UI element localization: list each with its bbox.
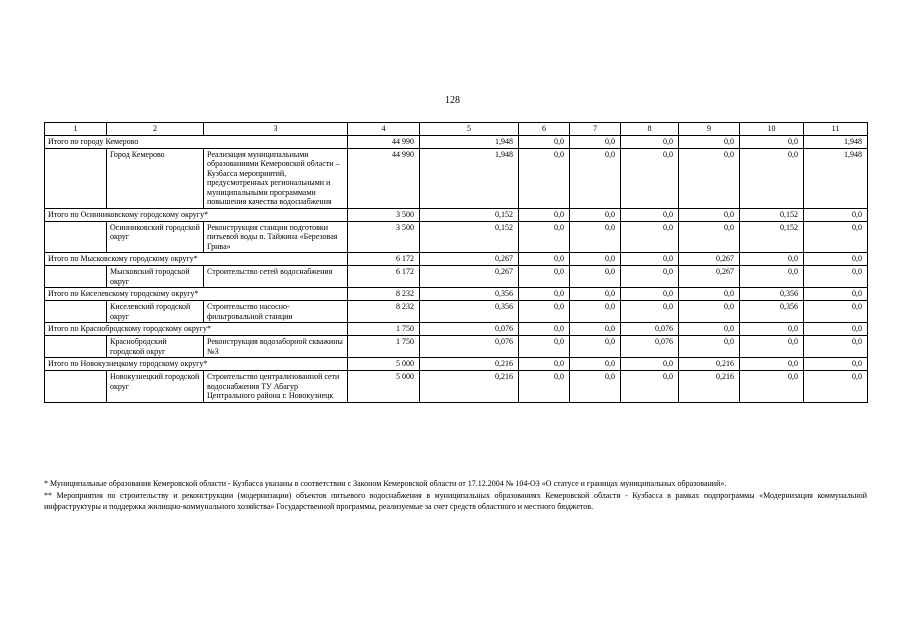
value-cell: 0,076 bbox=[621, 336, 679, 358]
value-cell: 0,216 bbox=[679, 358, 740, 371]
value-cell: 0,216 bbox=[420, 371, 519, 403]
area-cell: Осинниковский городской округ bbox=[107, 221, 204, 253]
column-number: 4 bbox=[348, 123, 420, 136]
value-cell: 0,0 bbox=[519, 301, 570, 323]
value-cell: 0,0 bbox=[679, 135, 740, 148]
area-cell: Киселевский городской округ bbox=[107, 301, 204, 323]
table-row bbox=[45, 336, 868, 358]
value-cell: 0,356 bbox=[420, 288, 519, 301]
value-cell: 0,152 bbox=[420, 221, 519, 253]
value-cell: 5 000 bbox=[348, 371, 420, 403]
value-cell: 0,356 bbox=[420, 301, 519, 323]
value-cell: 0,0 bbox=[570, 148, 621, 208]
value-cell: 0,0 bbox=[740, 148, 804, 208]
value-cell: 44 990 bbox=[348, 135, 420, 148]
area-cell: Мысковский городской округ bbox=[107, 266, 204, 288]
value-cell: 0,0 bbox=[679, 301, 740, 323]
value-cell: 0,0 bbox=[621, 208, 679, 221]
total-row bbox=[45, 288, 868, 301]
value-cell: 0,0 bbox=[621, 358, 679, 371]
value-cell: 0,0 bbox=[740, 266, 804, 288]
value-cell: 0,0 bbox=[804, 358, 868, 371]
value-cell: 8 232 bbox=[348, 301, 420, 323]
value-cell: 1,948 bbox=[420, 148, 519, 208]
total-label: Итого по Краснобродскому городскому округу* bbox=[45, 323, 348, 336]
value-cell: 0,0 bbox=[621, 301, 679, 323]
value-cell: 0,267 bbox=[420, 266, 519, 288]
column-number-row bbox=[45, 123, 868, 136]
value-cell: 6 172 bbox=[348, 266, 420, 288]
column-number: 10 bbox=[740, 123, 804, 136]
value-cell: 0,0 bbox=[804, 266, 868, 288]
value-cell: 0,0 bbox=[679, 323, 740, 336]
value-cell: 0,0 bbox=[740, 253, 804, 266]
value-cell: 0,0 bbox=[519, 221, 570, 253]
total-row bbox=[45, 135, 868, 148]
area-cell: Краснобродский городской округ bbox=[107, 336, 204, 358]
value-cell: 0,0 bbox=[519, 266, 570, 288]
measure-description: Реконструкция водозаборной скважины №3 bbox=[204, 336, 348, 358]
area-cell: Новокузнецкий городской округ bbox=[107, 371, 204, 403]
value-cell: 0,0 bbox=[519, 135, 570, 148]
value-cell: 0,0 bbox=[570, 323, 621, 336]
value-cell: 0,356 bbox=[740, 288, 804, 301]
value-cell: 0,0 bbox=[621, 253, 679, 266]
value-cell: 0,0 bbox=[621, 288, 679, 301]
empty-cell bbox=[45, 221, 107, 253]
total-label: Итого по городу Кемерово bbox=[45, 135, 348, 148]
value-cell: 1 750 bbox=[348, 323, 420, 336]
value-cell: 0,0 bbox=[804, 323, 868, 336]
total-label: Итого по Мысковскому городскому округу* bbox=[45, 253, 348, 266]
value-cell: 0,0 bbox=[519, 208, 570, 221]
value-cell: 1,948 bbox=[804, 148, 868, 208]
value-cell: 0,267 bbox=[420, 253, 519, 266]
table-row bbox=[45, 301, 868, 323]
total-label: Итого по Новокузнецкому городскому округу* bbox=[45, 358, 348, 371]
table-body bbox=[45, 123, 868, 403]
value-cell: 0,0 bbox=[519, 253, 570, 266]
value-cell: 0,0 bbox=[570, 221, 621, 253]
column-number: 5 bbox=[420, 123, 519, 136]
value-cell: 0,0 bbox=[804, 301, 868, 323]
value-cell: 0,356 bbox=[740, 301, 804, 323]
footnote-measures: ** Мероприятия по строительству и реконструкции (модернизации) объектов питьевого водоснабжения в муниципальных образованиях Кемеровской области - Кузбасса в рамках подпрограммы «Модернизация коммунальной инфраструктуры и поддержка жилищно-коммунального хозяйства» Государственной программы, реализуемые за счет средств областного и местного бюджетов. bbox=[44, 490, 867, 511]
total-row bbox=[45, 358, 868, 371]
value-cell: 0,216 bbox=[679, 371, 740, 403]
value-cell: 0,152 bbox=[740, 221, 804, 253]
value-cell: 0,076 bbox=[420, 336, 519, 358]
value-cell: 0,0 bbox=[740, 336, 804, 358]
value-cell: 0,0 bbox=[621, 371, 679, 403]
value-cell: 0,0 bbox=[740, 323, 804, 336]
value-cell: 0,0 bbox=[621, 221, 679, 253]
column-number: 7 bbox=[570, 123, 621, 136]
value-cell: 0,0 bbox=[621, 148, 679, 208]
value-cell: 1,948 bbox=[804, 135, 868, 148]
value-cell: 0,152 bbox=[740, 208, 804, 221]
value-cell: 0,267 bbox=[679, 253, 740, 266]
column-number: 1 bbox=[45, 123, 107, 136]
empty-cell bbox=[45, 266, 107, 288]
measure-description: Строительство централизованной сети водоснабжения ТУ Абагур Центрального района г. Новокузнецк bbox=[204, 371, 348, 403]
footnote-municipalities: * Муниципальные образования Кемеровской области - Кузбасса указаны в соответствии с Законом Кемеровской области от 17.12.2004 № 104-ОЗ «О статусе и границах муниципальных образований». bbox=[44, 479, 727, 488]
value-cell: 0,0 bbox=[570, 266, 621, 288]
value-cell: 0,0 bbox=[519, 336, 570, 358]
table-row bbox=[45, 371, 868, 403]
value-cell: 0,0 bbox=[804, 336, 868, 358]
value-cell: 0,0 bbox=[621, 266, 679, 288]
column-number: 8 bbox=[621, 123, 679, 136]
value-cell: 0,0 bbox=[804, 208, 868, 221]
value-cell: 0,076 bbox=[420, 323, 519, 336]
column-number: 6 bbox=[519, 123, 570, 136]
total-label: Итого по Осинниковскому городскому округу* bbox=[45, 208, 348, 221]
value-cell: 44 990 bbox=[348, 148, 420, 208]
empty-cell bbox=[45, 148, 107, 208]
empty-cell bbox=[45, 336, 107, 358]
value-cell: 0,0 bbox=[519, 288, 570, 301]
value-cell: 0,0 bbox=[570, 358, 621, 371]
table-row bbox=[45, 148, 868, 208]
column-number: 3 bbox=[204, 123, 348, 136]
value-cell: 0,267 bbox=[679, 266, 740, 288]
value-cell: 0,076 bbox=[621, 323, 679, 336]
value-cell: 1 750 bbox=[348, 336, 420, 358]
value-cell: 0,0 bbox=[570, 301, 621, 323]
value-cell: 0,0 bbox=[740, 371, 804, 403]
total-row bbox=[45, 253, 868, 266]
program-table bbox=[44, 122, 868, 403]
value-cell: 0,0 bbox=[804, 288, 868, 301]
value-cell: 0,0 bbox=[570, 288, 621, 301]
value-cell: 0,0 bbox=[519, 371, 570, 403]
value-cell: 0,0 bbox=[519, 148, 570, 208]
value-cell: 0,0 bbox=[804, 253, 868, 266]
column-number: 11 bbox=[804, 123, 868, 136]
value-cell: 3 500 bbox=[348, 221, 420, 253]
value-cell: 0,152 bbox=[420, 208, 519, 221]
table-row bbox=[45, 221, 868, 253]
empty-cell bbox=[45, 371, 107, 403]
value-cell: 0,0 bbox=[621, 135, 679, 148]
total-row bbox=[45, 208, 868, 221]
total-label: Итого по Киселевскому городскому округу* bbox=[45, 288, 348, 301]
column-number: 9 bbox=[679, 123, 740, 136]
total-row bbox=[45, 323, 868, 336]
value-cell: 0,0 bbox=[519, 358, 570, 371]
value-cell: 0,0 bbox=[679, 208, 740, 221]
value-cell: 0,0 bbox=[679, 288, 740, 301]
value-cell: 0,0 bbox=[740, 135, 804, 148]
empty-cell bbox=[45, 301, 107, 323]
page-number: 128 bbox=[445, 95, 460, 106]
value-cell: 3 500 bbox=[348, 208, 420, 221]
value-cell: 6 172 bbox=[348, 253, 420, 266]
value-cell: 0,0 bbox=[570, 135, 621, 148]
column-number: 2 bbox=[107, 123, 204, 136]
value-cell: 0,0 bbox=[570, 253, 621, 266]
value-cell: 0,0 bbox=[679, 336, 740, 358]
area-cell: Город Кемерово bbox=[107, 148, 204, 208]
table-row bbox=[45, 266, 868, 288]
value-cell: 0,0 bbox=[679, 148, 740, 208]
value-cell: 0,0 bbox=[740, 358, 804, 371]
value-cell: 0,0 bbox=[679, 221, 740, 253]
measure-description: Реконструкция станции подготовки питьевой воды п. Тайжина «Березовая Грива» bbox=[204, 221, 348, 253]
value-cell: 0,0 bbox=[570, 336, 621, 358]
value-cell: 0,216 bbox=[420, 358, 519, 371]
value-cell: 0,0 bbox=[804, 221, 868, 253]
footnotes bbox=[44, 478, 867, 513]
measure-description: Строительство сетей водоснабжения bbox=[204, 266, 348, 288]
value-cell: 0,0 bbox=[519, 323, 570, 336]
value-cell: 0,0 bbox=[804, 371, 868, 403]
value-cell: 1,948 bbox=[420, 135, 519, 148]
value-cell: 8 232 bbox=[348, 288, 420, 301]
measure-description: Строительство насосно-фильтровальной станции bbox=[204, 301, 348, 323]
measure-description: Реализация муниципальными образованиями Кемеровской области – Кузбасса мероприятий, предусмотренных региональными и муниципальными программами повышения качества водоснабжения bbox=[204, 148, 348, 208]
value-cell: 0,0 bbox=[570, 208, 621, 221]
value-cell: 5 000 bbox=[348, 358, 420, 371]
value-cell: 0,0 bbox=[570, 371, 621, 403]
